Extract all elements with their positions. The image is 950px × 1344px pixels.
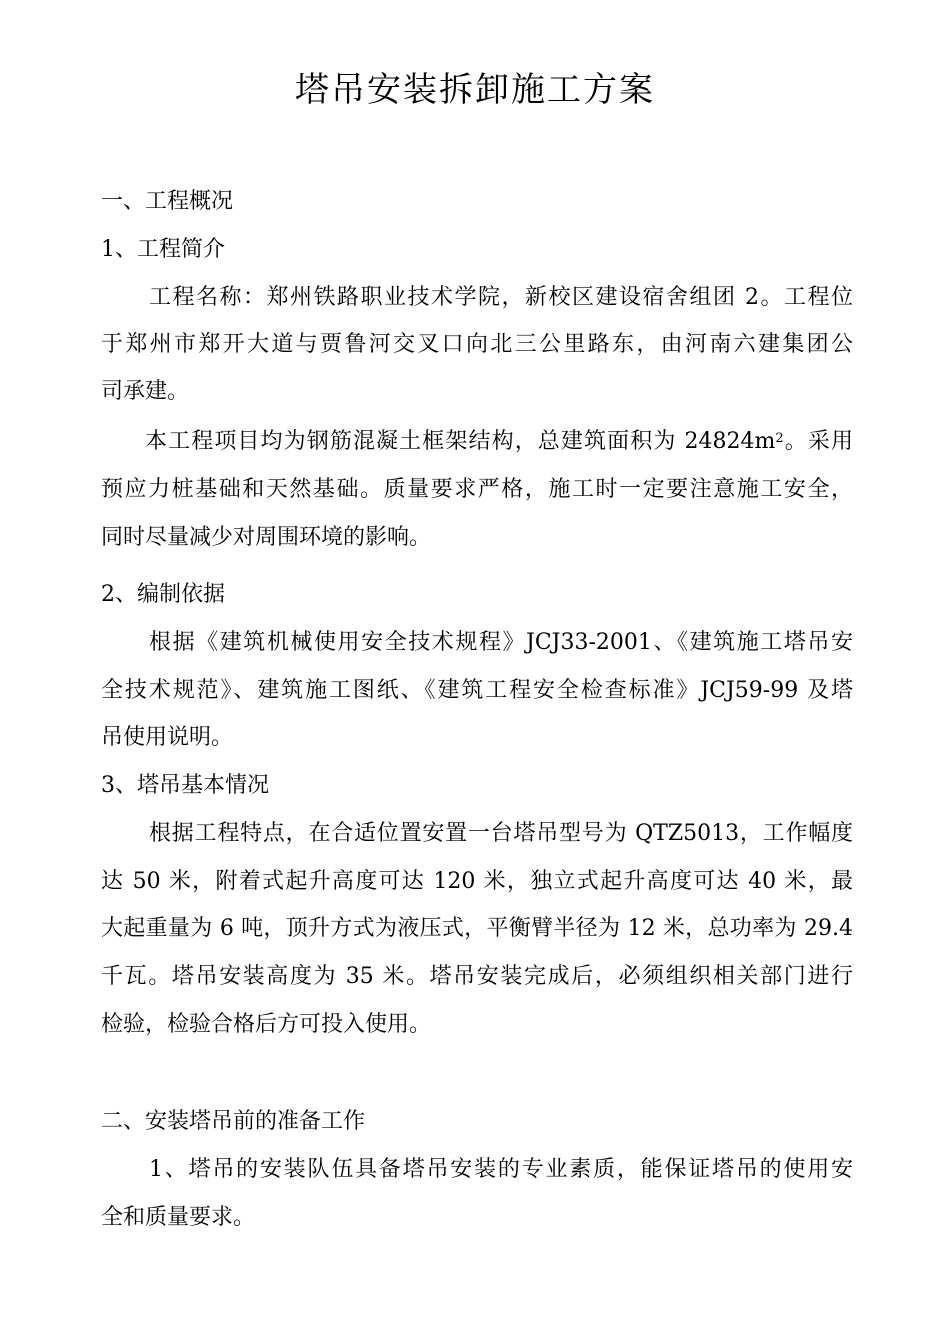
- preparation-line-2: 全和质量要求。: [101, 1205, 256, 1230]
- subsection-heading-basis: 2、编制依据: [101, 582, 225, 607]
- project-intro-line-2: 于郑州市郑开大道与贾鲁河交叉口向北三公里路东，由河南六建集团公: [101, 332, 853, 357]
- preparation-line-1: 1、塔吊的安装队伍具备塔吊安装的专业素质，能保证塔吊的使用安: [149, 1157, 853, 1182]
- basis-line-2: 全技术规范》、建筑施工图纸、《建筑工程安全检查标准》JCJ59-99 及塔: [101, 678, 853, 703]
- crane-info-line-5: 检验，检验合格后方可投入使用。: [101, 1012, 432, 1037]
- crane-info-line-4: 千瓦。塔吊安装高度为 35 米。塔吊安装完成后，必须组织相关部门进行: [101, 964, 853, 989]
- project-structure-text-a: 本工程项目均为钢筋混凝土框架结构，总建筑面积为 24824m: [145, 429, 776, 454]
- crane-info-line-2: 达 50 米，附着式起升高度可达 120 米，独立式起升高度可达 40 米，最: [101, 869, 853, 894]
- project-structure-text-b: 。采用: [783, 429, 853, 454]
- section-heading-preparation: 二、安装塔吊前的准备工作: [101, 1109, 366, 1134]
- subsection-heading-project-intro: 1、工程简介: [101, 237, 225, 262]
- crane-info-line-1: 根据工程特点，在合适位置安置一台塔吊型号为 QTZ5013，工作幅度: [149, 821, 853, 846]
- project-structure-line-1: [145, 426, 853, 458]
- project-intro-line-3: 司承建。: [101, 379, 190, 404]
- area-unit-superscript: 2: [775, 431, 784, 446]
- basis-line-3: 吊使用说明。: [101, 725, 234, 750]
- crane-info-line-3: 大起重量为 6 吨，顶升方式为液压式，平衡臂半径为 12 米，总功率为 29.4: [101, 916, 853, 941]
- document-title: 塔吊安装拆卸施工方案: [295, 70, 655, 110]
- project-intro-line-1: 工程名称：郑州铁路职业技术学院，新校区建设宿舍组团 2。工程位: [149, 285, 853, 310]
- subsection-heading-crane-info: 3、塔吊基本情况: [101, 773, 269, 798]
- basis-line-1: 根据《建筑机械使用安全技术规程》JCJ33-2001、《建筑施工塔吊安: [149, 630, 853, 655]
- project-structure-line-2: 预应力桩基础和天然基础。质量要求严格，施工时一定要注意施工安全，: [101, 477, 853, 502]
- section-heading-overview: 一、工程概况: [101, 189, 234, 214]
- project-structure-line-3: 同时尽量减少对周围环境的影响。: [101, 525, 432, 550]
